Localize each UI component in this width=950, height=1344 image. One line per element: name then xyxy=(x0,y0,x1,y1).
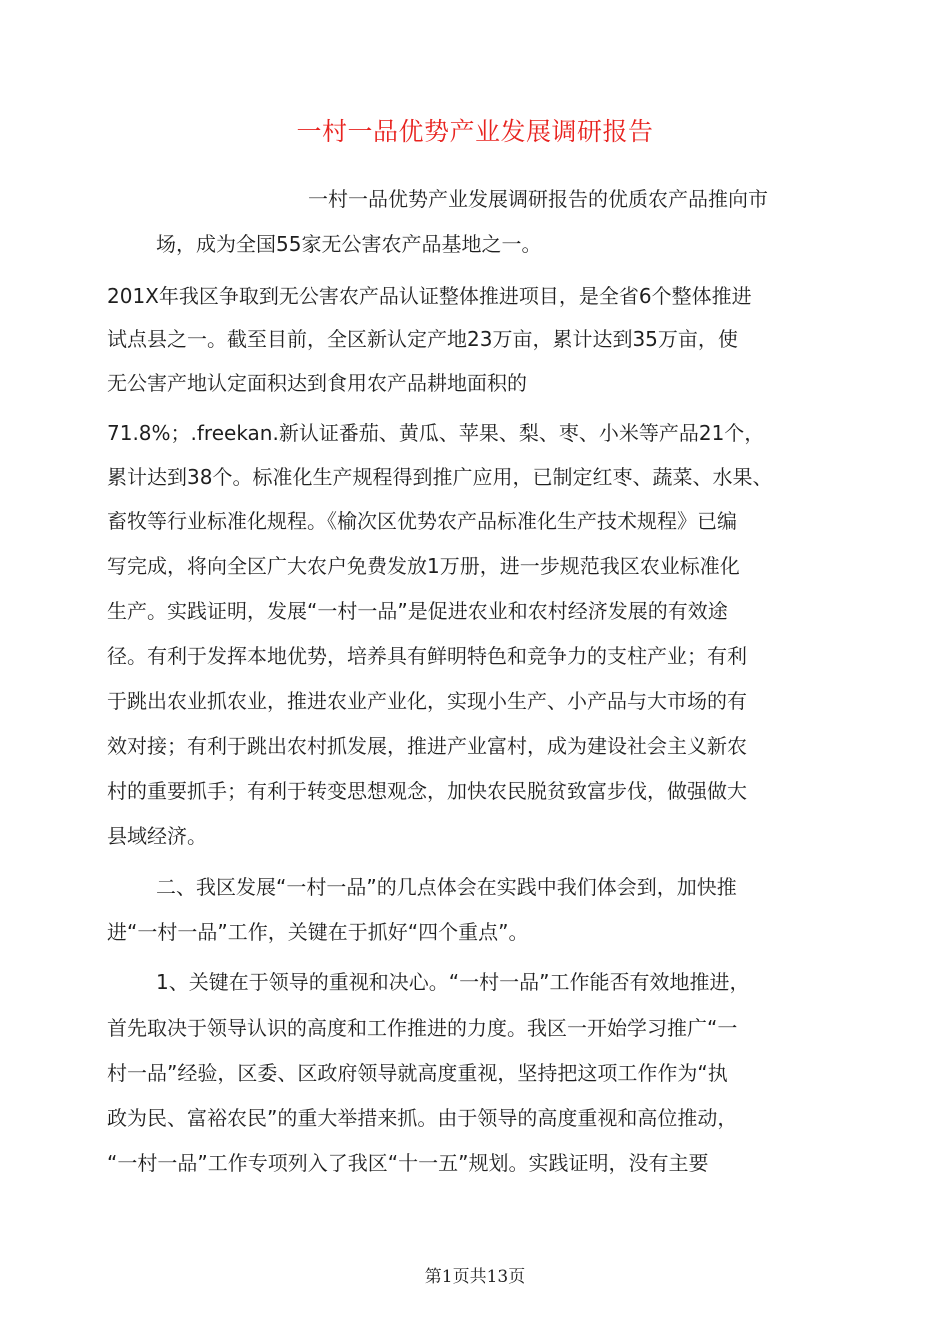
body-line: 首先取决于领导认识的高度和工作推进的力度。我区一开始学习推广“一 xyxy=(107,1016,738,1040)
body-line: 效对接；有利于跳出农村抓发展，推进产业富村，成为建设社会主义新农 xyxy=(107,734,747,758)
body-line: 试点县之一。截至目前，全区新认定产地23万亩，累计达到35万亩，使 xyxy=(107,327,738,351)
body-line: 政为民、富裕农民”的重大举措来抓。由于领导的高度重视和高位推动， xyxy=(107,1106,738,1130)
body-line: 径。有利于发挥本地优势，培养具有鲜明特色和竞争力的支柱产业；有利 xyxy=(107,644,747,668)
body-line: 县域经济。 xyxy=(107,824,207,848)
body-line: 二、我区发展“一村一品”的几点体会在实践中我们体会到，加快推 xyxy=(156,875,737,899)
body-line: 畜牧等行业标准化规程。《榆次区优势农产品标准化生产技术规程》已编 xyxy=(107,509,737,533)
body-line: 于跳出农业抓农业，推进农业产业化，实现小生产、小产品与大市场的有 xyxy=(107,689,747,713)
body-line: “一村一品”工作专项列入了我区“十一五”规划。实践证明，没有主要 xyxy=(107,1151,709,1175)
body-line: 201X年我区争取到无公害农产品认证整体推进项目，是全省6个整体推进 xyxy=(107,284,752,308)
body-line: 一村一品优势产业发展调研报告的优质农产品推向市 xyxy=(308,187,768,211)
body-line: 无公害产地认定面积达到食用农产品耕地面积的 xyxy=(107,371,527,395)
body-line: 71.8%；.freekan.新认证番茄、黄瓜、苹果、梨、枣、小米等产品21个， xyxy=(107,421,765,445)
body-line: 累计达到38个。标准化生产规程得到推广应用，已制定红枣、蔬菜、水果、 xyxy=(107,465,773,489)
body-line: 村的重要抓手；有利于转变思想观念，加快农民脱贫致富步伐，做强做大 xyxy=(107,779,747,803)
body-line: 场，成为全国55家无公害农产品基地之一。 xyxy=(156,232,542,256)
body-line: 1、关键在于领导的重视和决心。“一村一品”工作能否有效地推进， xyxy=(156,970,750,994)
body-line: 生产。实践证明，发展“一村一品”是促进农业和农村经济发展的有效途 xyxy=(107,599,728,623)
document-title: 一村一品优势产业发展调研报告 xyxy=(296,117,654,146)
body-line: 写完成，将向全区广大农户免费发放1万册，进一步规范我区农业标准化 xyxy=(107,554,740,578)
page-footer: 第1页共13页 xyxy=(424,1267,526,1287)
body-line: 进“一村一品”工作，关键在于抓好“四个重点”。 xyxy=(107,920,529,944)
body-line: 村一品”经验，区委、区政府领导就高度重视，坚持把这项工作作为“执 xyxy=(107,1061,728,1085)
